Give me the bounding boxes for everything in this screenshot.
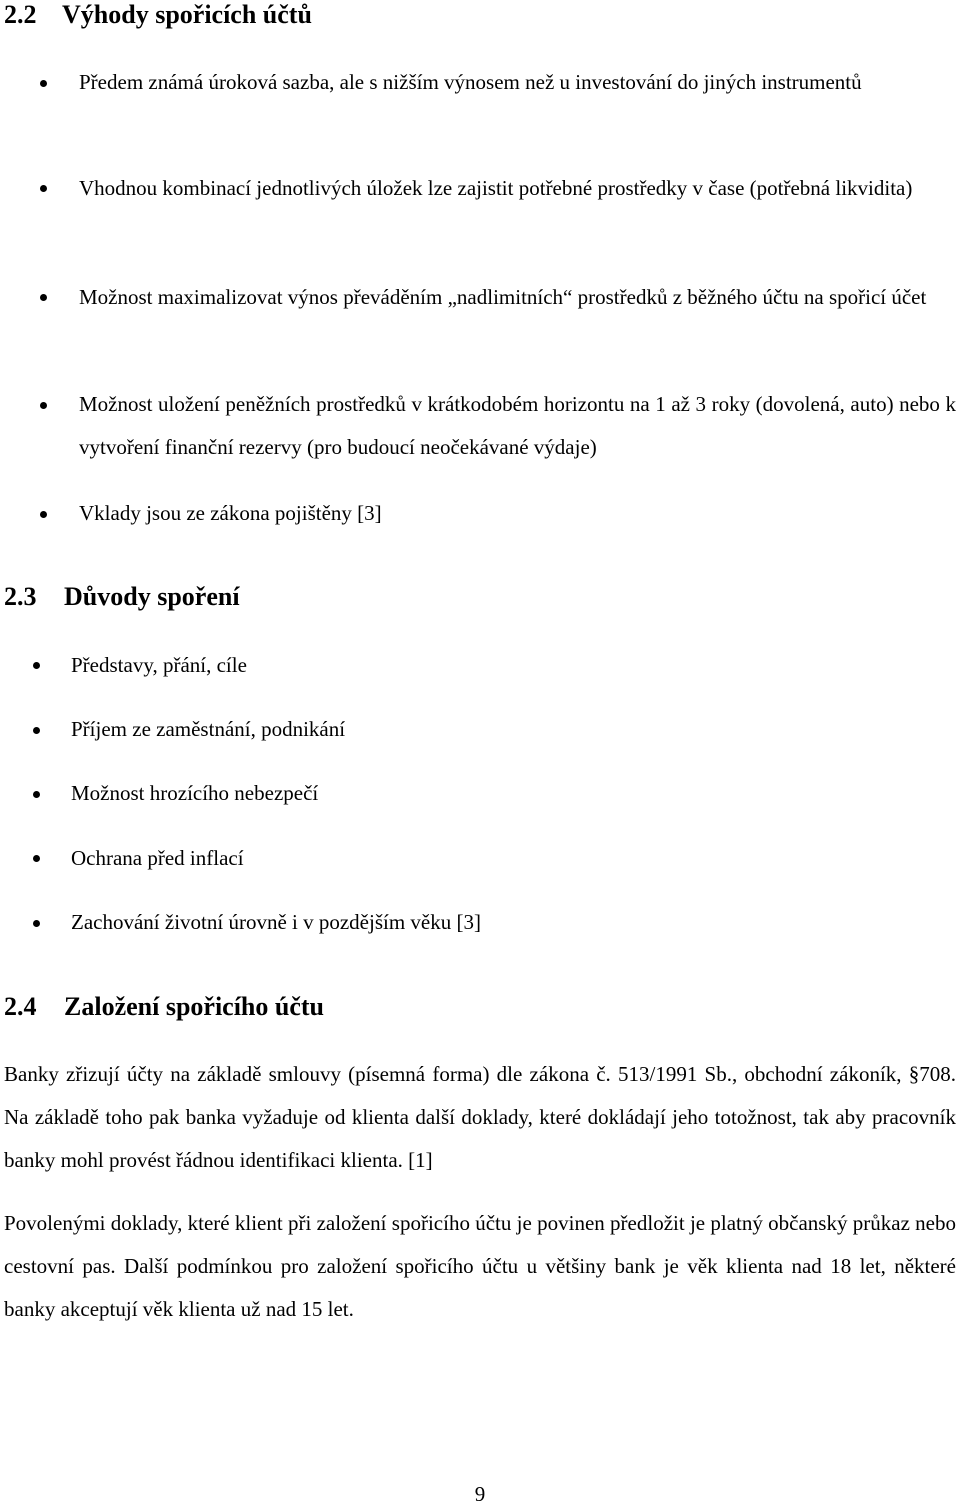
section-title: Důvody spoření	[64, 582, 240, 611]
bullet-icon	[40, 402, 47, 409]
list-item-text: Ochrana před inflací	[71, 846, 244, 870]
list-item-text: Možnost maximalizovat výnos převáděním „nadlimitních“ prostředků z běžného účtu na spořicí účet	[79, 285, 927, 309]
section-number: 2.3	[4, 582, 37, 611]
list-item-text: Příjem ze zaměstnání, podnikání	[71, 717, 346, 741]
paragraph: Banky zřizují účty na základě smlouvy (písemná forma) dle zákona č. 513/1991 Sb., obchodní zákoník, §708. Na základě toho pak banka vyžaduje od klienta další doklady, které dokládají jeho totožnost, tak aby pracovník banky mohl provést řádnou identifikaci klienta. [1]	[4, 1062, 956, 1172]
bullet-icon	[33, 920, 40, 927]
list-item-text: Možnost hrozícího nebezpečí	[71, 781, 319, 805]
list-item-text: Představy, přání, cíle	[71, 653, 247, 677]
bullet-icon	[33, 662, 40, 669]
section-2-2-heading	[4, 0, 312, 30]
section-title: Výhody spořicích účtů	[62, 0, 312, 29]
section-2-3-heading	[4, 582, 240, 612]
section-number: 2.4	[4, 992, 37, 1021]
list-item-text: Předem známá úroková sazba, ale s nižším výnosem než u investování do jiných instrumentů	[79, 70, 862, 94]
bullet-icon	[33, 855, 40, 862]
paragraph: Povolenými doklady, které klient při založení spořicího účtu je povinen předložit je platný občanský průkaz nebo cestovní pas. Další podmínkou pro založení spořicího účtu u většiny bank je věk klienta nad 18 let, některé banky akceptují věk klienta už nad 15 let.	[4, 1211, 956, 1321]
list-item-text: Zachování životní úrovně i v pozdějším věku [3]	[71, 910, 481, 934]
list-item-text: Vklady jsou ze zákona pojištěny [3]	[79, 501, 382, 525]
page-number: 9	[474, 1482, 486, 1506]
bullet-icon	[40, 80, 47, 87]
bullet-icon	[33, 791, 40, 798]
section-title: Založení spořicího účtu	[64, 992, 325, 1021]
section-number: 2.2	[4, 0, 37, 29]
bullet-icon	[40, 511, 47, 518]
section-2-4-heading	[4, 992, 324, 1022]
bullet-icon	[40, 294, 47, 301]
bullet-icon	[40, 185, 47, 192]
list-item-text: Možnost uložení peněžních prostředků v krátkodobém horizontu na 1 až 3 roky (dovolená, auto) nebo k vytvoření finanční rezervy (pro budoucí neočekávané výdaje)	[79, 392, 956, 459]
list-item-text: Vhodnou kombinací jednotlivých úložek lze zajistit potřebné prostředky v čase (potřebná likvidita)	[79, 176, 913, 200]
bullet-icon	[33, 727, 40, 734]
